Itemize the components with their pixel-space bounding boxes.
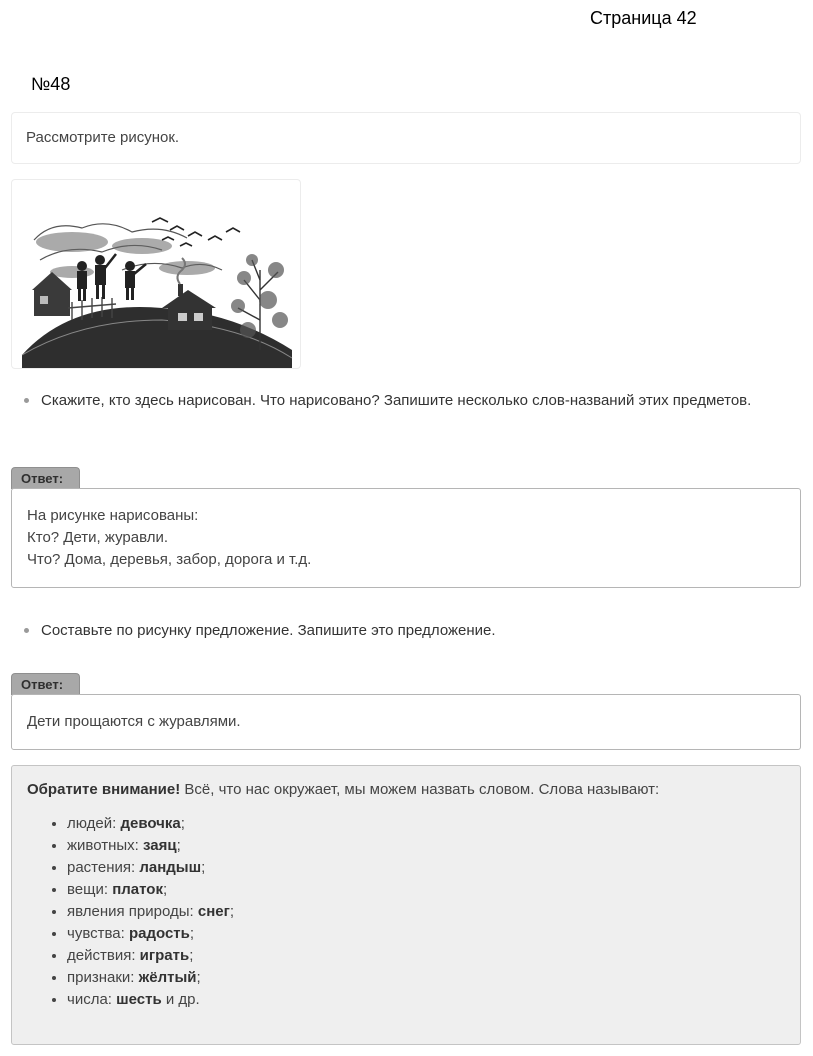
note-box bbox=[11, 765, 801, 1045]
page-number: Страница 42 bbox=[590, 8, 697, 28]
crane-icon bbox=[188, 232, 202, 236]
answer-2-line: Дети прощаются с журавлями. bbox=[27, 713, 241, 730]
note-item: • числа: шесть и др. bbox=[67, 989, 785, 1011]
note-text: Всё, что нас окружает, мы можем назвать словом. Слова называют: bbox=[184, 781, 660, 798]
cloud bbox=[36, 232, 108, 252]
note-item: • действия: играть; bbox=[67, 945, 785, 967]
note-item: • вещи: платок; bbox=[67, 879, 785, 901]
illustration-drawing bbox=[12, 180, 300, 368]
task-number: №48 bbox=[31, 74, 71, 94]
cloud bbox=[112, 238, 172, 254]
note-item: • животных: заяц; bbox=[67, 835, 785, 857]
note-lead: Обратите внимание! bbox=[27, 781, 181, 798]
crane-icon bbox=[226, 228, 240, 232]
intro-text: Рассмотрите рисунок. bbox=[26, 129, 180, 146]
intro-box bbox=[11, 112, 801, 164]
crane-icon bbox=[208, 236, 222, 240]
crane-icon bbox=[152, 218, 168, 222]
note-item: • растения: ландыш; bbox=[67, 857, 785, 879]
cloud bbox=[159, 261, 215, 275]
crane-icon bbox=[180, 243, 192, 246]
answer-1-line: Что? Дома, деревья, забор, дорога и т.д. bbox=[27, 551, 312, 568]
answer-1-line: Кто? Дети, журавли. bbox=[27, 529, 169, 546]
note-item: • людей: девочка; bbox=[67, 813, 785, 835]
answer-1-line: На рисунке нарисованы: bbox=[27, 507, 199, 524]
children bbox=[77, 254, 146, 301]
answer-1-tab: Ответ: bbox=[11, 467, 80, 489]
note-item: • чувства: радость; bbox=[67, 923, 785, 945]
right-house bbox=[162, 284, 216, 330]
crane-icon bbox=[162, 237, 174, 240]
crane-icon bbox=[170, 226, 184, 230]
note-intro bbox=[27, 779, 785, 801]
illustration bbox=[11, 179, 301, 369]
answer-1-box bbox=[11, 488, 801, 588]
bullet-icon bbox=[24, 628, 29, 633]
note-item: • явления природы: снег; bbox=[67, 901, 785, 923]
left-house bbox=[32, 272, 72, 316]
note-list bbox=[27, 813, 785, 1011]
question-2-text: Составьте по рисунку предложение. Запишите это предложение. bbox=[41, 622, 496, 639]
bullet-icon bbox=[24, 398, 29, 403]
answer-2-tab: Ответ: bbox=[11, 673, 80, 695]
answer-2-box bbox=[11, 694, 801, 750]
question-1-text: Скажите, кто здесь нарисован. Что нарисовано? Запишите несколько слов-названий этих предметов. bbox=[41, 392, 752, 409]
note-item: • признаки: жёлтый; bbox=[67, 967, 785, 989]
